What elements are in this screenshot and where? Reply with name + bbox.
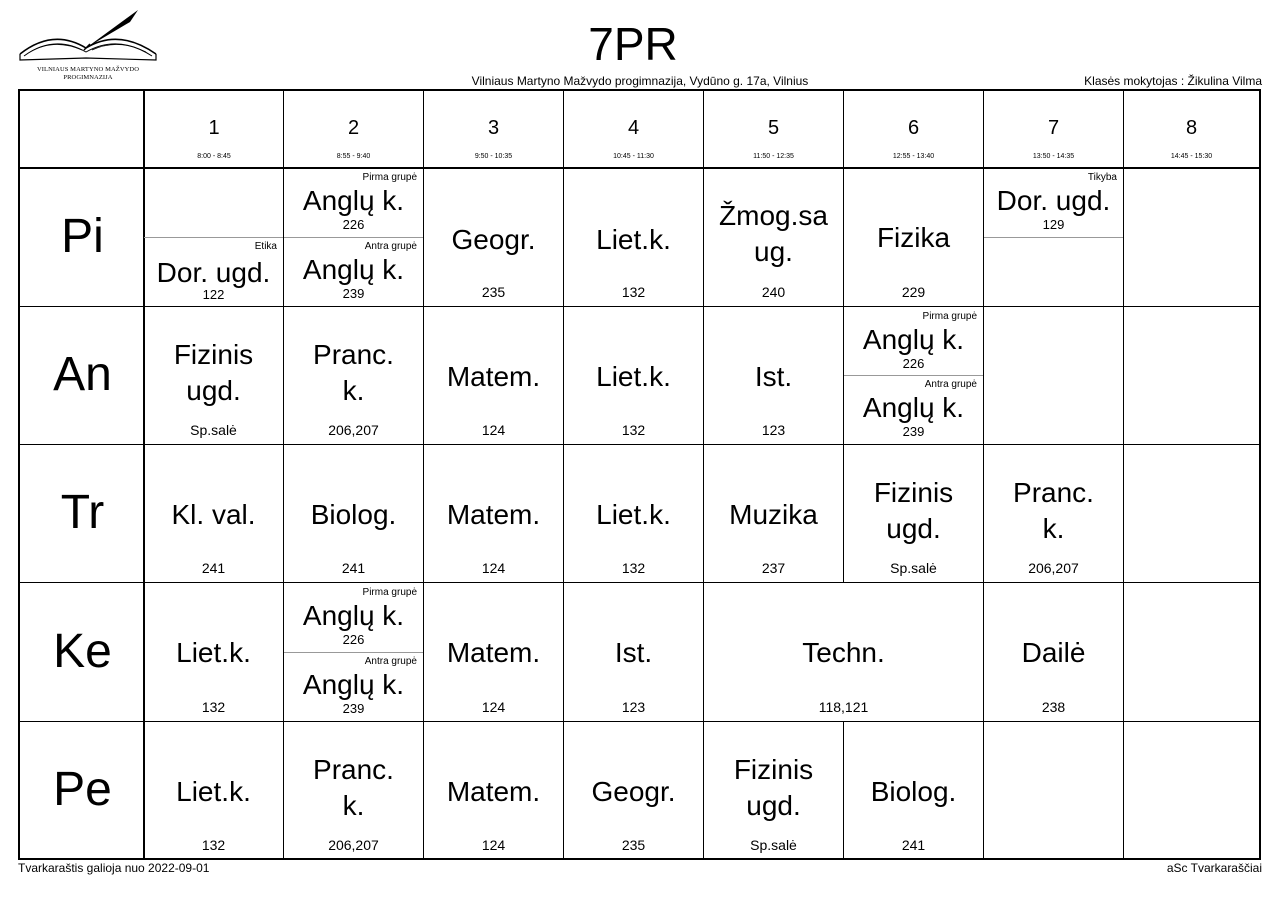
period-time: 13:50 - 14:35 bbox=[1032, 153, 1075, 160]
lesson-cell bbox=[564, 722, 703, 858]
group-label: Pirma grupė bbox=[362, 587, 417, 598]
subject: Biolog. bbox=[310, 499, 397, 530]
lesson-cell bbox=[284, 168, 423, 306]
subject: Biolog. bbox=[870, 776, 957, 807]
subject: Fizinis bbox=[173, 339, 254, 370]
logo-text-line2: PROGIMNAZIJA bbox=[63, 74, 113, 81]
period-number: 6 bbox=[907, 117, 920, 139]
subject: Geogr. bbox=[591, 776, 676, 807]
period-number: 2 bbox=[347, 117, 360, 139]
subject: Fizinis bbox=[873, 477, 954, 508]
lesson-cell bbox=[564, 307, 703, 444]
lesson-cell bbox=[984, 583, 1123, 721]
room: 235 bbox=[621, 837, 646, 853]
room: 124 bbox=[481, 837, 506, 853]
period-number: 4 bbox=[627, 117, 640, 139]
subject: Ist. bbox=[754, 361, 793, 392]
period-header-7 bbox=[984, 91, 1123, 167]
room: 132 bbox=[621, 422, 646, 438]
room: 123 bbox=[621, 699, 646, 715]
lesson-cell bbox=[144, 168, 283, 306]
subject: Anglų k. bbox=[302, 669, 405, 700]
day-label-pe: Pe bbox=[53, 763, 112, 816]
room: 123 bbox=[761, 422, 786, 438]
period-header-8 bbox=[1124, 91, 1259, 167]
subject: ugd. bbox=[886, 513, 941, 544]
lesson-cell bbox=[564, 168, 703, 306]
group-divider bbox=[144, 237, 283, 238]
room: 206,207 bbox=[328, 422, 379, 438]
room: 241 bbox=[201, 560, 226, 576]
subject: Fizika bbox=[876, 222, 951, 253]
lesson-cell bbox=[704, 307, 843, 444]
group-divider bbox=[284, 652, 423, 653]
lesson-cell bbox=[284, 445, 423, 582]
period-time: 10:45 - 11:30 bbox=[613, 153, 654, 160]
room: 124 bbox=[481, 699, 506, 715]
subject: Žmog.sa bbox=[719, 200, 828, 231]
room: Sp.salė bbox=[890, 560, 937, 576]
validity-note: Tvarkaraštis galioja nuo 2022-09-01 bbox=[18, 861, 210, 875]
group-divider bbox=[984, 237, 1123, 238]
subject: k. bbox=[342, 790, 365, 821]
lesson-cell bbox=[284, 583, 423, 721]
lesson-cell bbox=[144, 307, 283, 444]
period-time: 12:55 - 13:40 bbox=[892, 153, 935, 160]
lesson-cell bbox=[424, 722, 563, 858]
lesson-cell bbox=[844, 445, 983, 582]
subject: Dor. ugd. bbox=[996, 185, 1111, 216]
lesson-cell bbox=[844, 307, 983, 444]
room: 124 bbox=[481, 560, 506, 576]
subject: ugd. bbox=[746, 790, 801, 821]
lesson-cell bbox=[284, 307, 423, 444]
room: 239 bbox=[342, 286, 365, 301]
room: 124 bbox=[481, 422, 506, 438]
subject: Muzika bbox=[729, 499, 818, 530]
lesson-cell bbox=[844, 722, 983, 858]
lesson-cell bbox=[424, 307, 563, 444]
period-time: 9:50 - 10:35 bbox=[474, 153, 513, 160]
room: 241 bbox=[341, 560, 366, 576]
room: 118,121 bbox=[818, 699, 869, 715]
group-label: Pirma grupė bbox=[362, 172, 417, 183]
subject: Matem. bbox=[446, 776, 541, 807]
period-header-6 bbox=[844, 91, 983, 167]
day-label-ke: Ke bbox=[53, 625, 112, 678]
period-number: 5 bbox=[767, 117, 780, 139]
school-address: Vilniaus Martyno Mažvydo progimnazija, Vydūno g. 17a, Vilnius bbox=[471, 74, 809, 88]
period-number: 8 bbox=[1185, 117, 1198, 139]
lesson-cell bbox=[284, 722, 423, 858]
lesson-cell bbox=[704, 445, 843, 582]
group-label: Antra grupė bbox=[364, 656, 417, 667]
subject: Liet.k. bbox=[176, 776, 251, 807]
period-time: 8:00 - 8:45 bbox=[197, 153, 231, 160]
room: 229 bbox=[901, 284, 926, 300]
subject: Geogr. bbox=[451, 224, 536, 255]
subject: k. bbox=[342, 375, 365, 406]
period-time: 11:50 - 12:35 bbox=[753, 153, 794, 160]
day-label-an: An bbox=[53, 348, 112, 401]
lesson-cell bbox=[424, 583, 563, 721]
subject: Anglų k. bbox=[302, 600, 405, 631]
room: 239 bbox=[342, 701, 365, 716]
room: 235 bbox=[481, 284, 506, 300]
group-label: Etika bbox=[254, 241, 277, 252]
subject: Pranc. bbox=[313, 339, 394, 370]
group-label: Tikyba bbox=[1087, 172, 1117, 183]
group-divider bbox=[844, 375, 983, 376]
group-label: Antra grupė bbox=[924, 379, 977, 390]
subject: Techn. bbox=[802, 637, 885, 668]
lesson-cell bbox=[704, 583, 983, 721]
subject: Pranc. bbox=[313, 754, 394, 785]
room: 206,207 bbox=[328, 837, 379, 853]
subject: Anglų k. bbox=[862, 392, 965, 423]
lesson-cell bbox=[424, 168, 563, 306]
class-teacher: Klasės mokytojas : Žikulina Vilma bbox=[1084, 74, 1262, 88]
room: 122 bbox=[202, 287, 225, 302]
lesson-cell bbox=[984, 445, 1123, 582]
lesson-cell bbox=[144, 445, 283, 582]
logo-text-line1: VILNIAUS MARTYNO MAŽVYDO bbox=[36, 66, 140, 73]
period-number: 3 bbox=[487, 117, 500, 139]
subject: Anglų k. bbox=[302, 185, 405, 216]
subject: Liet.k. bbox=[596, 499, 671, 530]
subject: Dor. ugd. bbox=[156, 257, 271, 288]
lesson-cell bbox=[844, 168, 983, 306]
period-header-4 bbox=[564, 91, 703, 167]
room: 241 bbox=[901, 837, 926, 853]
room: 237 bbox=[761, 560, 786, 576]
room: 238 bbox=[1041, 699, 1066, 715]
lesson-cell bbox=[424, 445, 563, 582]
subject: Matem. bbox=[446, 637, 541, 668]
room: 226 bbox=[342, 217, 365, 232]
lesson-cell bbox=[564, 583, 703, 721]
lesson-cell bbox=[144, 722, 283, 858]
lesson-cell bbox=[564, 445, 703, 582]
period-time: 8:55 - 9:40 bbox=[336, 153, 371, 160]
room: Sp.salė bbox=[190, 422, 237, 438]
subject: Kl. val. bbox=[171, 499, 256, 530]
subject: k. bbox=[1042, 513, 1065, 544]
period-number: 7 bbox=[1047, 117, 1060, 139]
subject: Liet.k. bbox=[596, 224, 671, 255]
room: 239 bbox=[902, 424, 925, 439]
subject: Fizinis bbox=[733, 754, 814, 785]
lesson-cell bbox=[704, 722, 843, 858]
room: 206,207 bbox=[1028, 560, 1079, 576]
room: 226 bbox=[342, 632, 365, 647]
lesson-cell bbox=[704, 168, 843, 306]
lesson-cell bbox=[984, 168, 1123, 306]
subject: Matem. bbox=[446, 499, 541, 530]
subject: ugd. bbox=[186, 375, 241, 406]
group-label: Antra grupė bbox=[364, 241, 417, 252]
software-credit: aSc Tvarkaraščiai bbox=[1166, 861, 1262, 875]
room: Sp.salė bbox=[750, 837, 797, 853]
subject: Liet.k. bbox=[176, 637, 251, 668]
day-label-tr: Tr bbox=[60, 486, 105, 539]
room: 132 bbox=[201, 699, 226, 715]
subject: Anglų k. bbox=[302, 254, 405, 285]
room: 132 bbox=[621, 560, 646, 576]
period-header-5 bbox=[704, 91, 843, 167]
period-number: 1 bbox=[208, 117, 220, 139]
page-title: 7PR bbox=[588, 18, 678, 70]
room: 240 bbox=[761, 284, 786, 300]
room: 129 bbox=[1042, 217, 1065, 232]
subject: Ist. bbox=[614, 637, 653, 668]
subject: Anglų k. bbox=[862, 324, 965, 355]
timetable-grid bbox=[18, 89, 1261, 860]
lesson-cell bbox=[144, 583, 283, 721]
room: 226 bbox=[902, 356, 925, 371]
subject: Matem. bbox=[446, 361, 541, 392]
grid-line bbox=[1123, 91, 1124, 858]
group-label: Pirma grupė bbox=[922, 311, 977, 322]
period-header-3 bbox=[424, 91, 563, 167]
group-divider bbox=[284, 237, 423, 238]
subject: Pranc. bbox=[1013, 477, 1094, 508]
room: 132 bbox=[201, 837, 226, 853]
subject: Dailė bbox=[1021, 637, 1086, 668]
period-time: 14:45 - 15:30 bbox=[1170, 153, 1213, 160]
period-header-1 bbox=[145, 91, 283, 167]
period-header-2 bbox=[284, 91, 423, 167]
day-label-pi: Pi bbox=[61, 210, 104, 263]
room: 132 bbox=[621, 284, 646, 300]
subject: Liet.k. bbox=[596, 361, 671, 392]
subject: ug. bbox=[754, 236, 793, 267]
